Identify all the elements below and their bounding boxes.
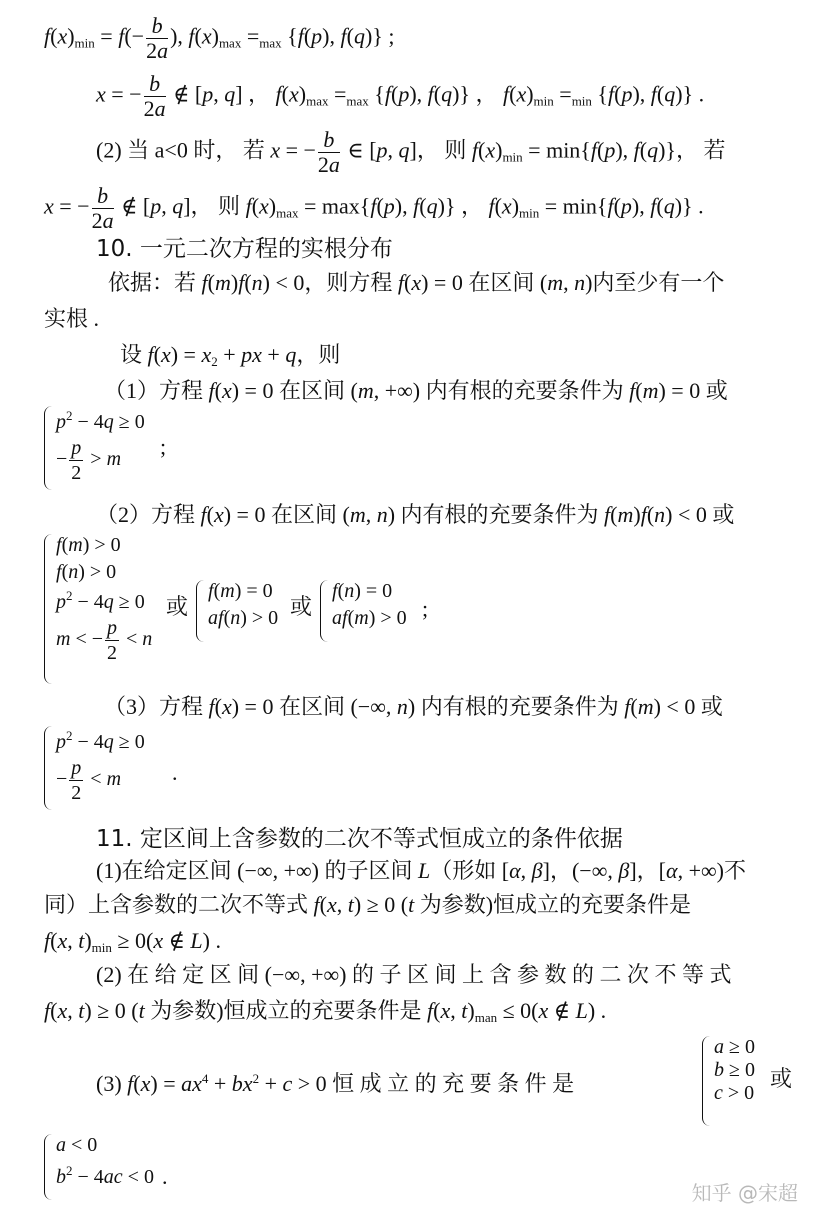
let-prefix: 设 xyxy=(120,342,143,367)
case2-if: ， 若 xyxy=(676,137,726,163)
item2-text2: 内有根的充要条件为 xyxy=(400,502,599,527)
q3-prefix: (3) xyxy=(96,1071,122,1096)
q2-line: (2) 在 给 定 区 间 (−∞, +∞) 的 子 区 间 上 含 参 数 的 二 次 不 等 式 xyxy=(96,962,732,987)
item2-system-b: f(m) = 0 af(n) > 0 xyxy=(196,580,278,642)
item2-or: 或 xyxy=(712,502,735,527)
heading-11: 11. 定区间上含参数的二次不等式恒成立的条件依据 xyxy=(96,826,623,852)
item1-text: 在区间 xyxy=(278,378,345,403)
case2-then: ， 则 xyxy=(416,137,467,163)
q1-line2b: 为参数)恒成立的充要条件是 xyxy=(419,892,692,917)
item2-prefix: （2）方程 xyxy=(96,502,196,527)
q1-text3: 不 xyxy=(724,858,747,883)
q3-text: 恒 成 立 的 充 要 条 件 是 xyxy=(332,1071,575,1096)
case2-then2: ， 则 xyxy=(190,193,241,219)
item2-or-b: 或 xyxy=(290,594,313,619)
item1-prefix: （1）方程 xyxy=(104,378,204,403)
item3-text2: 内有根的充要条件为 xyxy=(420,694,619,719)
case2-line: (2) 当 a<0 时， 若 x = − $\frac{b}{2a}$ ∈ [p, q]， 则 $f(x)_{min} = \min\{f(p)$, f(q)}， 若 xyxy=(96,127,726,177)
q1-line: (1)在给定区间 (−∞, +∞) 的子区间 L（形如 [α, β]，(−∞, β]，[α, +∞)不 xyxy=(96,858,747,883)
q2-prefix: (2) 在 给 定 区 间 xyxy=(96,962,260,987)
q2-line2: f(x, t) ≥ 0 (t 为参数)恒成立的充要条件是 f(x, $t)_{man} \le 0(x$ ∉ L) . xyxy=(44,998,607,1025)
q1-line3: f(x, $t)_{min} \ge 0(x$ ∉ L) . xyxy=(44,928,221,955)
q1-text2: （形如 xyxy=(430,858,497,883)
q2-line2-text: 为参数)恒成立的充要条件是 xyxy=(150,998,422,1023)
q2-text: 的 子 区 间 上 含 参 数 的 二 次 不 等 式 xyxy=(352,962,732,987)
basis-line: 依据：若 f(m)f(n) < 0，则方程 f(x) = 0 在区间 (m, n)内至少有一个 xyxy=(108,270,725,295)
item1-system: $p^2 - 4q \ge 0$ − $\frac{p}{2}$ > m xyxy=(44,406,145,490)
q3-period: . xyxy=(162,1164,168,1189)
item1-or: 或 xyxy=(705,378,728,403)
item3-period: . xyxy=(172,760,178,785)
item1-line: （1）方程 f(x) = 0 在区间 (m, +∞) 内有根的充要条件为 f(m) = 0 或 xyxy=(104,378,728,403)
item2-line: （2）方程 f(x) = 0 在区间 (m, n) 内有根的充要条件为 f(m)f(n) < 0 或 xyxy=(96,502,735,527)
item2-text: 在区间 xyxy=(270,502,337,527)
q3-system-a: a ≥ 0 b ≥ 0 c > 0 xyxy=(702,1036,755,1126)
heading-10: 10. 一元二次方程的实根分布 xyxy=(96,236,393,262)
basis-text2: 在区间 xyxy=(468,270,535,295)
let-line: 设 $f(x) = x_2$ + px + q，则 xyxy=(120,342,341,369)
item3-prefix: （3）方程 xyxy=(104,694,204,719)
basis-text3: 内至少有一个 xyxy=(592,270,725,295)
basis-end: 实根 . xyxy=(44,306,100,331)
item2-or-a: 或 xyxy=(166,594,189,619)
item3-line: （3）方程 f(x) = 0 在区间 (−∞, n) 内有根的充要条件为 f(m) < 0 或 xyxy=(104,694,723,719)
item2-semicolon: ; xyxy=(422,596,429,621)
q1-prefix: (1)在给定区间 xyxy=(96,858,232,883)
q1-line2: 同）上含参数的二次不等式 f(x, t) ≥ 0 (t 为参数)恒成立的充要条件是 xyxy=(44,892,692,917)
item3-system: $p^2 - 4q \ge 0$ − $\frac{p}{2}$ < m xyxy=(44,726,145,810)
formula-line-2: x = − $\frac{b}{2a}$ ∉ [p, q] ， $f(x)_{max} =_{max}$ {f(p), f(q)} ， $f(x)_{min} =_{min}$ {f(p), f(q)} . xyxy=(96,71,705,121)
q3-system-b: a < 0 $b^2 - 4ac < 0$ xyxy=(44,1134,154,1200)
formula-line-1: $f(x)_{min} = f(-$ $\frac{b}{2a}$ ), $f(x)_{max} =_{max}$ {f(p), f(q)} ; xyxy=(44,13,395,63)
item3-text: 在区间 xyxy=(278,694,345,719)
q3-line: (3) $f(x) = ax^4 + bx^2 + c > 0$ 恒 成 立 的 充 要 条 件 是 xyxy=(96,1071,575,1096)
item1-semicolon: ; xyxy=(160,434,167,459)
q3-or: 或 xyxy=(770,1066,793,1091)
q1-text: 的子区间 xyxy=(324,858,413,883)
let-suffix: ，则 xyxy=(296,342,341,367)
case2-prefix: (2) 当 a<0 时， 若 xyxy=(96,137,265,163)
item3-or: 或 xyxy=(700,694,723,719)
item2-system-a: f(m) > 0 f(n) > 0 $p^2 - 4q \ge 0$ m < − $\frac{p}{2}$ < n xyxy=(44,534,152,684)
watermark: 知乎 @宋超 xyxy=(691,1181,798,1205)
item1-text2: 内有根的充要条件为 xyxy=(425,378,624,403)
basis-prefix: 依据：若 xyxy=(108,270,197,295)
case2-line-b: x = − $\frac{b}{2a}$ ∉ [p, q]， 则 $f(x)_{max} = \max\{f(p)$, f(q)} ， $f(x)_{min} = \min\{f(p)$, f(q)} . xyxy=(44,183,704,233)
q1-line2a: 同）上含参数的二次不等式 xyxy=(44,892,309,917)
item2-system-c: f(n) = 0 af(m) > 0 xyxy=(320,580,407,642)
basis-text: ，则方程 xyxy=(304,270,393,295)
